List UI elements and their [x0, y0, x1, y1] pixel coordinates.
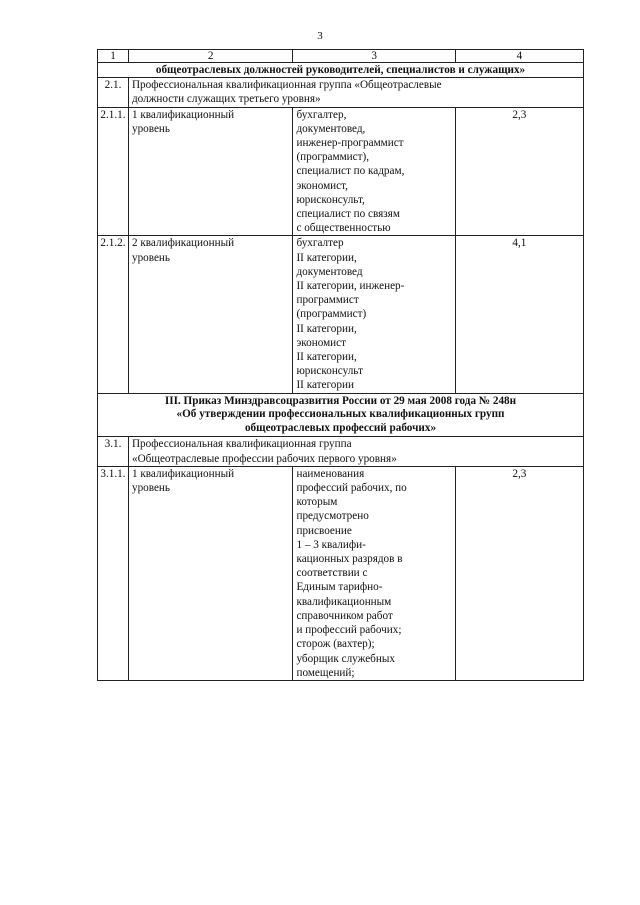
position-line: II категории,: [296, 351, 357, 364]
group-title-line: Профессиональная квалификационная группа: [131, 438, 352, 451]
position-line: документовед: [296, 265, 363, 278]
group-title-line: должности служащих третьего уровня»: [131, 93, 321, 106]
level-line: 2 квалификационный: [131, 237, 235, 250]
level-line: уровень: [131, 122, 171, 135]
group-title: [128, 78, 583, 107]
qualification-level: [128, 236, 292, 393]
table-row: [98, 63, 584, 78]
position-line: (программист),: [296, 151, 370, 164]
position-line: и профессий рабочих;: [296, 624, 402, 637]
row-number: 2.1.2.: [98, 236, 129, 393]
row-number: 3.1.: [98, 437, 129, 466]
position-line: которым: [296, 496, 338, 509]
group-title: [128, 437, 583, 466]
level-line: уровень: [131, 482, 171, 495]
position-line: бухгалтер: [296, 237, 344, 250]
position-line: II категории, инженер-: [296, 280, 405, 293]
positions-list: [293, 466, 455, 680]
level-row-3-1-1: [98, 466, 584, 680]
position-line: предусмотрено: [296, 510, 369, 523]
positions-list: [293, 236, 455, 393]
position-line: юрисконсульт,: [296, 193, 365, 206]
coefficient: 2,3: [455, 107, 583, 236]
position-line: (программист): [296, 308, 367, 321]
level-line: уровень: [131, 251, 171, 264]
position-line: юрисконсульт: [296, 365, 363, 378]
header-col-1: 1: [98, 50, 129, 63]
page-number: 3: [317, 30, 323, 42]
group-row-2-1: [98, 78, 584, 107]
position-line: II категории,: [296, 322, 357, 335]
section-heading-line: III. Приказ Минздравсоцразвития России от 29 мая 2008 года № 248н: [164, 394, 517, 407]
position-line: соответствии с: [296, 567, 368, 580]
qualification-level: [128, 466, 292, 680]
level-row-2-1-1: [98, 107, 584, 236]
position-line: специалист по связям: [296, 208, 400, 221]
position-line: уборщик служебных: [296, 652, 395, 665]
position-line: инженер-программист: [296, 137, 404, 150]
table-header-row: [98, 50, 584, 63]
header-col-2: 2: [128, 50, 292, 63]
position-line: II категории: [296, 379, 354, 392]
position-line: экономист,: [296, 179, 348, 192]
position-line: справочником работ: [296, 609, 393, 622]
row-number: 2.1.: [98, 78, 129, 107]
position-line: программист: [296, 294, 359, 307]
section-row-3: [98, 393, 584, 437]
position-line: наименования: [296, 467, 365, 480]
position-line: сторож (вахтер);: [296, 638, 375, 651]
row-number: 3.1.1.: [98, 466, 129, 680]
header-col-4: 4: [455, 50, 583, 63]
section-heading: [98, 393, 584, 437]
group-row-3-1: [98, 437, 584, 466]
position-line: помещений;: [296, 666, 355, 679]
row-number: 2.1.1.: [98, 107, 129, 236]
section-heading-line: общеотраслевых профессий рабочих»: [244, 421, 437, 434]
positions-list: [293, 107, 455, 236]
coefficient: 4,1: [455, 236, 583, 393]
group-title-line: Профессиональная квалификационная группа «Общеотраслевые: [131, 79, 442, 92]
section-heading-line: «Об утверждении профессиональных квалификационных групп: [176, 408, 505, 421]
continuation-heading: общеотраслевых должностей руководителей, специалистов и служащих»: [98, 63, 584, 78]
header-col-3: 3: [293, 50, 455, 63]
position-line: 1 – 3 квалифи-: [296, 538, 366, 551]
coefficient: 2,3: [455, 466, 583, 680]
position-line: Единым тарифно-: [296, 581, 383, 594]
qualification-table: [97, 49, 584, 681]
position-line: специалист по кадрам,: [296, 165, 405, 178]
level-line: 1 квалификационный: [131, 467, 235, 480]
position-line: присвоение: [296, 524, 352, 537]
position-line: кационных разрядов в: [296, 553, 403, 566]
position-line: квалификационным: [296, 595, 392, 608]
level-row-2-1-2: [98, 236, 584, 393]
position-line: с общественностью: [296, 222, 391, 235]
position-line: II категории,: [296, 251, 357, 264]
level-line: 1 квалификационный: [131, 108, 235, 121]
qualification-level: [128, 107, 292, 236]
position-line: документовед,: [296, 122, 366, 135]
position-line: экономист: [296, 336, 347, 349]
position-line: профессий рабочих, по: [296, 482, 407, 495]
group-title-line: «Общеотраслевые профессии рабочих первого уровня»: [131, 452, 397, 465]
position-line: бухгалтер,: [296, 108, 347, 121]
